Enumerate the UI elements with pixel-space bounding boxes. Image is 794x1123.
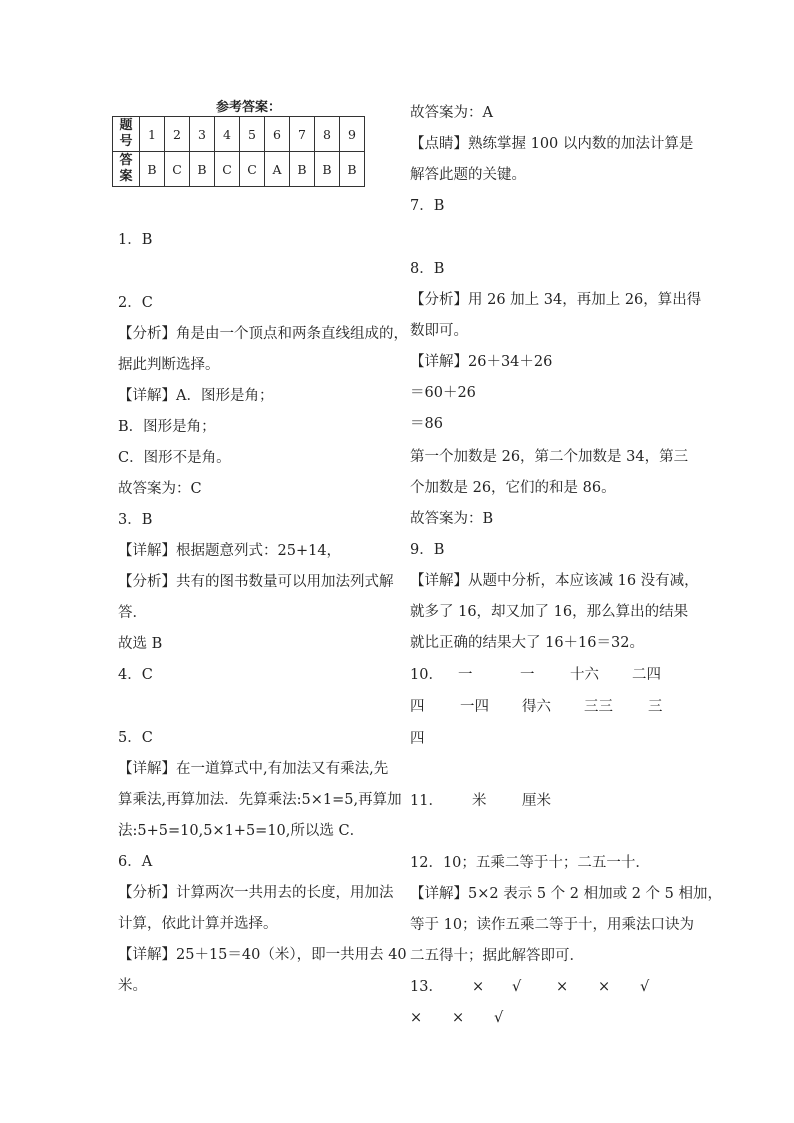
q10-row: 四 一四 得六 三三 三: [410, 699, 663, 715]
text-line: 就多了 16，却又加了 16，那么算出的结果: [410, 604, 689, 620]
table-cell: B: [190, 152, 215, 187]
analysis-line: 【分析】计算两次一共用去的长度，用加法: [118, 885, 394, 901]
text-line: ＝86: [410, 416, 443, 432]
detail-line: 【详解】在一道算式中,有加法又有乘法,先: [118, 761, 389, 777]
table-row: [113, 152, 365, 187]
text-line: 据此判断选择。: [118, 357, 220, 373]
answer-line: 3．B: [118, 512, 153, 528]
q13-row: × × √: [410, 1010, 504, 1026]
text-line: 个加数是 26，它们的和是 86。: [410, 480, 616, 496]
table-cell: 3: [190, 117, 215, 152]
table-cell: 6: [265, 117, 290, 152]
table-cell: A: [265, 152, 290, 187]
text-line: 就比正确的结果大了 16＋16＝32。: [410, 635, 644, 651]
answer-line: 6．A: [118, 854, 153, 870]
q11-row: 11． 米 厘米: [410, 793, 551, 809]
text-line: 答．: [118, 605, 147, 621]
answer-line: 7．B: [410, 198, 445, 214]
table-cell: B: [315, 152, 340, 187]
text-line: 故答案为：C: [118, 481, 202, 497]
answer-line: 9．B: [410, 542, 445, 558]
text-line: 法:5+5=10,5×1+5=10,所以选 C．: [118, 823, 365, 839]
table-cell: C: [240, 152, 265, 187]
answer-line: 1．B: [118, 232, 153, 248]
text-line: 等于 10；读作五乘二等于十，用乘法口诀为: [410, 917, 695, 933]
detail-line: 【详解】5×2 表示 5 个 2 相加或 2 个 5 相加，: [410, 886, 722, 902]
table-cell: 4: [215, 117, 240, 152]
table-row: [113, 117, 365, 152]
table-cell: 1: [140, 117, 165, 152]
table-cell: 8: [315, 117, 340, 152]
text-line: ＝60＋26: [410, 385, 476, 401]
text-line: 数即可。: [410, 323, 468, 339]
text-line: B．图形是角；: [118, 419, 216, 435]
table-cell: 9: [340, 117, 365, 152]
detail-line: 【详解】A．图形是角；: [118, 388, 274, 404]
answer-line: 5．C: [118, 730, 153, 746]
answer-line: 2．C: [118, 295, 153, 311]
table-cell: 7: [290, 117, 315, 152]
q10-row: 四: [410, 731, 425, 747]
answer-line: 4．C: [118, 667, 153, 683]
text-line: 米。: [118, 978, 147, 994]
text-line: 解答此题的关键。: [410, 167, 526, 183]
text-line: C．图形不是角。: [118, 450, 231, 466]
text-line: 故选 B: [118, 636, 163, 652]
answer-line: 8．B: [410, 261, 445, 277]
table-header-cell: 答 案: [113, 152, 140, 187]
detail-line: 【详解】从题中分析，本应该减 16 没有减，: [410, 573, 699, 589]
detail-line: 【详解】26＋34＋26: [410, 354, 553, 370]
answer-table-title: 参考答案：: [216, 100, 282, 115]
q13-row: 13． × √ × × √: [410, 979, 650, 995]
analysis-line: 【分析】用 26 加上 34，再加上 26，算出得: [410, 292, 702, 308]
text-line: 第一个加数是 26，第二个加数是 34，第三: [410, 449, 689, 465]
table-cell: C: [215, 152, 240, 187]
q10-row: 10． 一 一 十六 二四: [410, 667, 661, 683]
text-line: 故答案为：B: [410, 511, 494, 527]
table-cell: 2: [165, 117, 190, 152]
table-cell: B: [290, 152, 315, 187]
text-line: 计算，依此计算并选择。: [118, 916, 278, 932]
table-cell: C: [165, 152, 190, 187]
analysis-line: 【分析】角是由一个顶点和两条直线组成的，: [118, 326, 408, 342]
analysis-line: 【分析】共有的图书数量可以用加法列式解: [118, 574, 394, 590]
text-line: 故答案为：A: [410, 105, 493, 121]
table-header-cell: 题 号: [113, 117, 140, 152]
tip-line: 【点睛】熟练掌握 100 以内数的加法计算是: [410, 136, 694, 152]
table-cell: B: [340, 152, 365, 187]
answer-line: 12．10；五乘二等于十；二五一十．: [410, 855, 650, 871]
text-line: 算乘法,再算加法．先算乘法:5×1=5,再算加: [118, 792, 402, 808]
table-cell: 5: [240, 117, 265, 152]
text-line: 二五得十；据此解答即可．: [410, 948, 584, 964]
detail-line: 【详解】25＋15＝40（米），即一共用去 40: [118, 947, 407, 963]
answer-table: [112, 116, 365, 187]
detail-line: 【详解】根据题意列式：25+14，: [118, 543, 342, 559]
table-cell: B: [140, 152, 165, 187]
